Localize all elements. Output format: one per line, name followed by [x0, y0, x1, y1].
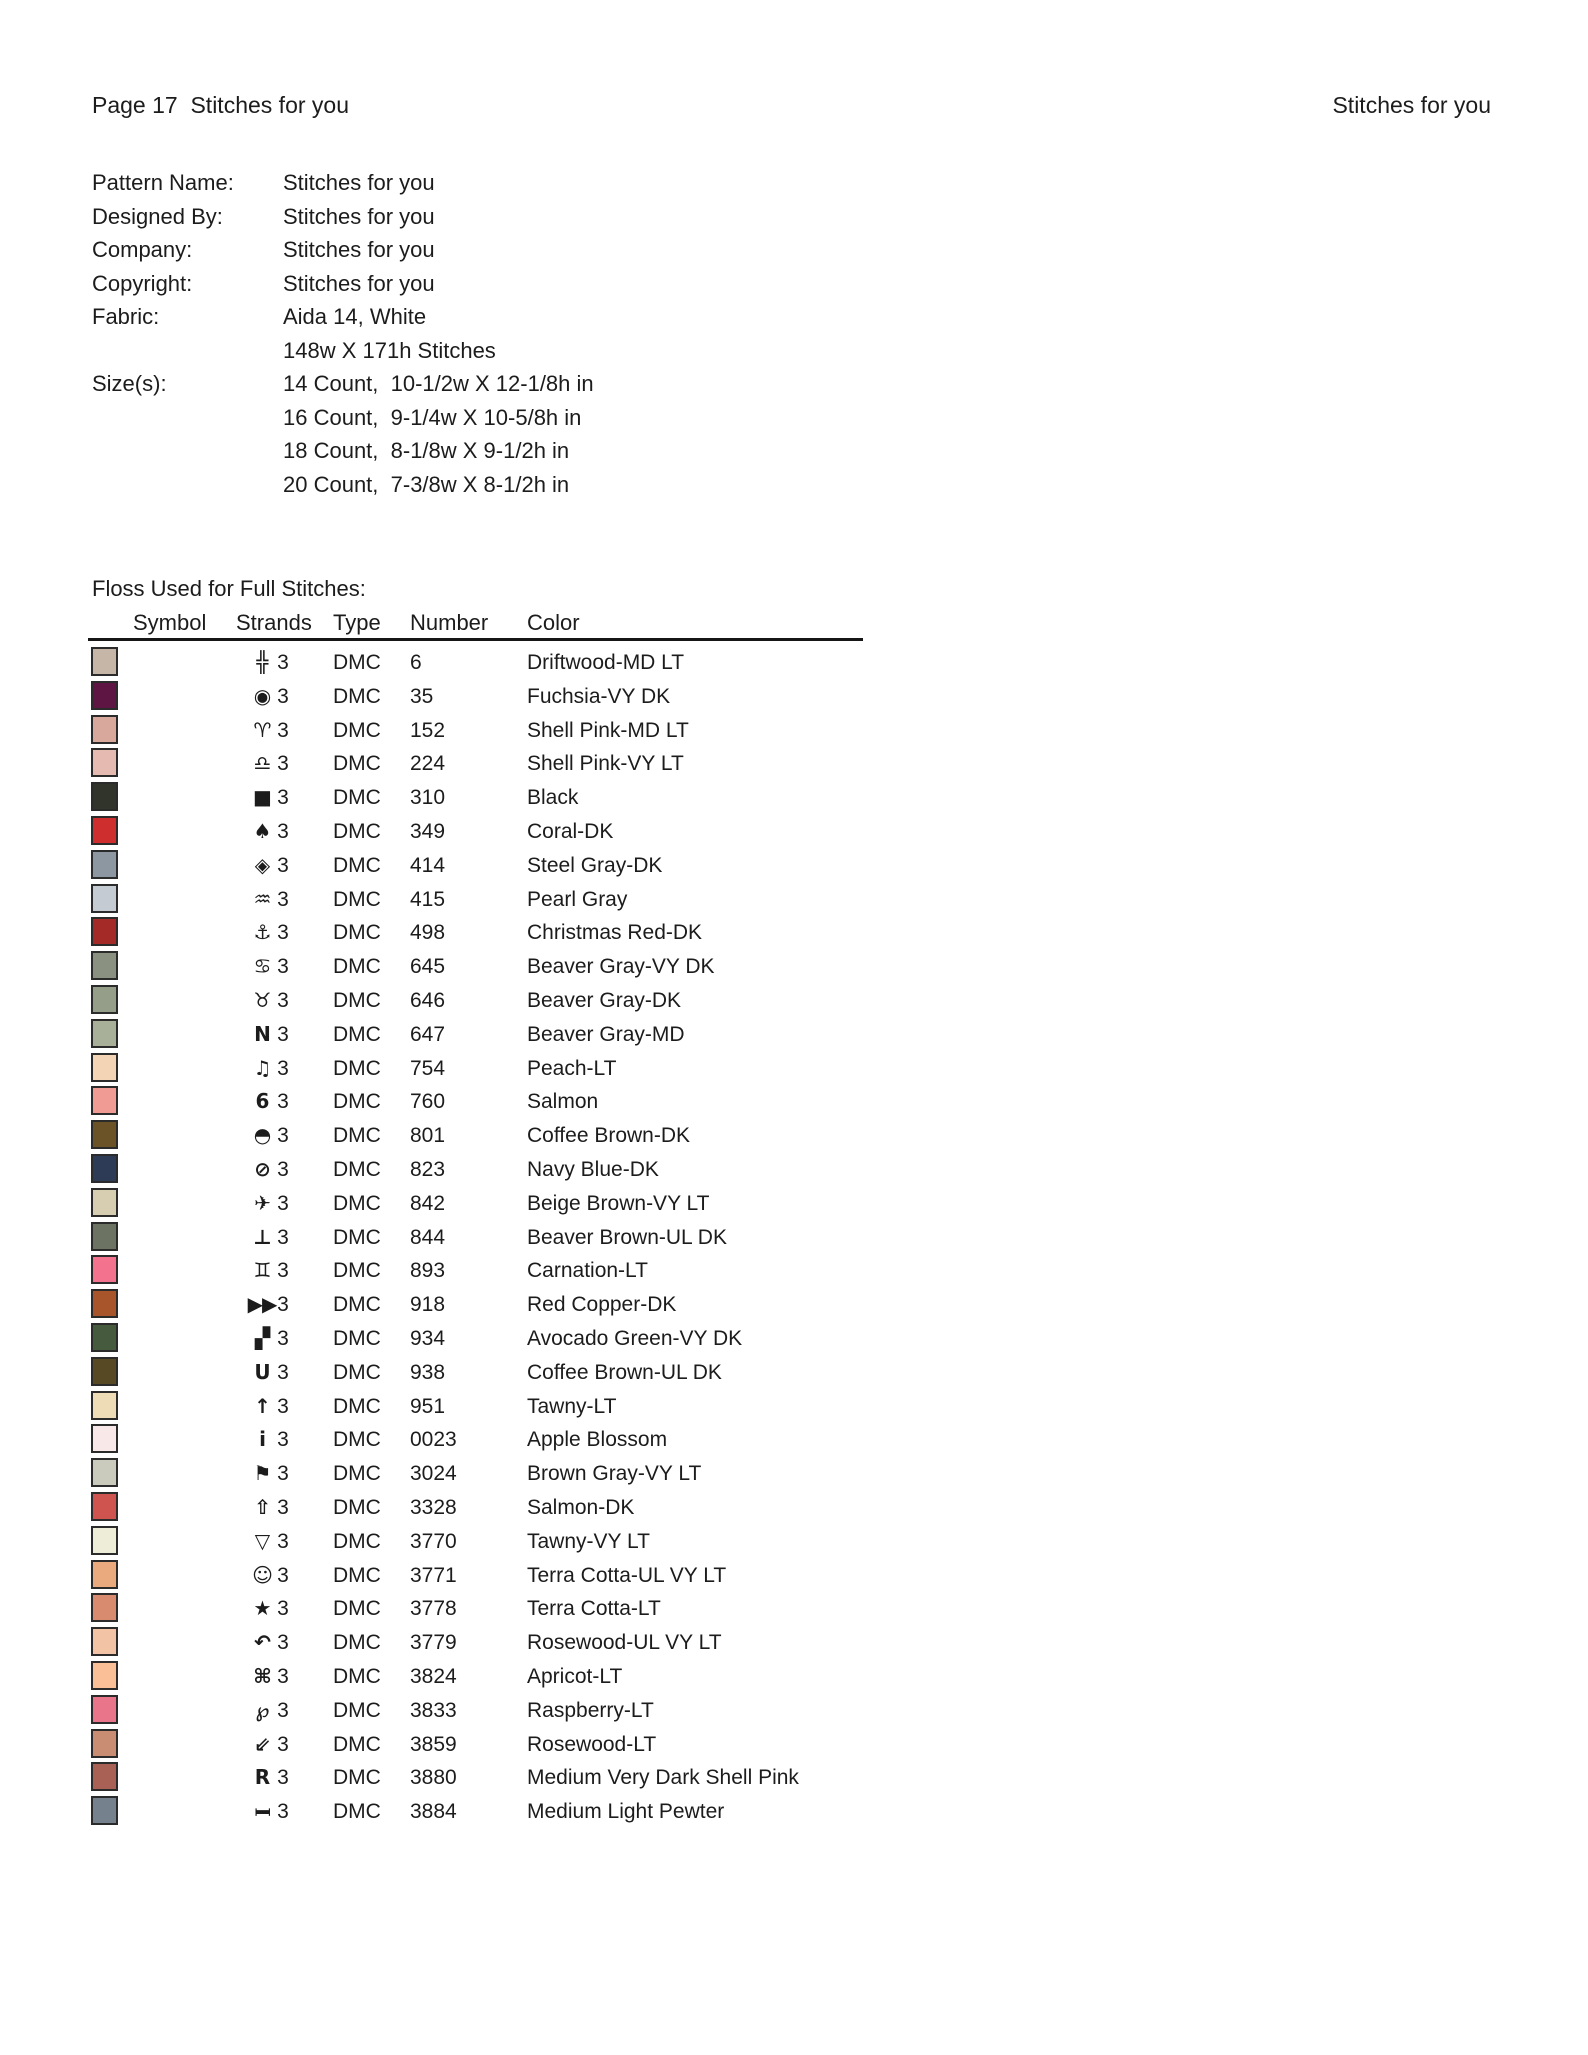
- floss-color-name: Apple Blossom: [527, 1428, 668, 1452]
- floss-type: DMC: [333, 1428, 381, 1452]
- floss-color-name: Avocado Green-VY DK: [527, 1326, 743, 1350]
- color-swatch: [91, 748, 118, 777]
- floss-type: DMC: [333, 1360, 381, 1384]
- floss-number: 3024: [410, 1462, 457, 1486]
- floss-row: [88, 748, 888, 782]
- color-swatch: [91, 1357, 118, 1386]
- floss-type: DMC: [333, 1698, 381, 1722]
- info-row: [92, 204, 594, 238]
- info-row: [92, 304, 594, 338]
- floss-color-name: Salmon-DK: [527, 1495, 635, 1519]
- header-divider: [88, 638, 863, 641]
- floss-color-name: Tawny-LT: [527, 1394, 617, 1418]
- floss-color-name: Coral-DK: [527, 819, 614, 843]
- floss-row: [88, 1323, 888, 1357]
- color-swatch: [91, 1695, 118, 1724]
- stitch-symbol-icon: ▞: [254, 1325, 270, 1350]
- color-swatch: [91, 985, 118, 1014]
- floss-color-name: Driftwood-MD LT: [527, 651, 685, 674]
- color-swatch: [91, 1120, 118, 1149]
- floss-number: 3824: [410, 1664, 457, 1688]
- strands-value: 3: [277, 1766, 289, 1790]
- floss-color-name: Beaver Gray-MD: [527, 1022, 685, 1046]
- strands-value: 3: [277, 651, 289, 674]
- floss-type: DMC: [333, 988, 381, 1012]
- stitch-symbol-icon: ♉: [253, 987, 271, 1012]
- floss-row: [88, 1526, 888, 1560]
- info-value: Stitches for you: [283, 203, 435, 229]
- floss-number: 3779: [410, 1631, 457, 1655]
- floss-color-name: Beaver Gray-DK: [527, 988, 682, 1012]
- strands-value: 3: [277, 853, 289, 877]
- strands-value: 3: [277, 1056, 289, 1080]
- stitch-symbol-icon: ⚑: [253, 1461, 271, 1486]
- floss-number: 3771: [410, 1563, 457, 1587]
- floss-number: 414: [410, 853, 446, 877]
- color-swatch: [91, 782, 118, 811]
- floss-row: [88, 1289, 888, 1323]
- stitch-symbol-icon: ⇧: [254, 1494, 270, 1519]
- floss-number: 3328: [410, 1495, 457, 1519]
- floss-color-name: Beige Brown-VY LT: [527, 1191, 710, 1215]
- color-swatch: [91, 1019, 118, 1048]
- floss-color-name: Black: [527, 786, 579, 810]
- floss-row: [88, 1593, 888, 1627]
- strands-value: 3: [277, 1597, 289, 1621]
- info-row: [92, 237, 594, 271]
- floss-number: 760: [410, 1090, 446, 1114]
- strands-value: 3: [277, 1428, 289, 1452]
- floss-type: DMC: [333, 1766, 381, 1790]
- floss-color-name: Terra Cotta-UL VY LT: [527, 1563, 727, 1587]
- floss-color-name: Raspberry-LT: [527, 1698, 654, 1722]
- floss-number: 3778: [410, 1597, 457, 1621]
- floss-type: DMC: [333, 1090, 381, 1114]
- stitch-symbol-icon: ✈: [254, 1190, 270, 1215]
- floss-row: [88, 1086, 888, 1120]
- floss-row: [88, 1120, 888, 1154]
- floss-number: 498: [410, 921, 446, 945]
- floss-row: [88, 647, 888, 681]
- stitch-symbol-icon: ⇙: [254, 1731, 270, 1756]
- strands-value: 3: [277, 1022, 289, 1046]
- floss-type: DMC: [333, 887, 381, 911]
- floss-row: [88, 1053, 888, 1087]
- stitch-symbol-icon: I: [250, 1807, 275, 1816]
- floss-color-name: Rosewood-UL VY LT: [527, 1631, 722, 1655]
- floss-row: [88, 1222, 888, 1256]
- strands-value: 3: [277, 988, 289, 1012]
- page-header-right: Stitches for you: [1332, 92, 1491, 118]
- column-header-symbol: Symbol: [133, 610, 207, 635]
- floss-type: DMC: [333, 718, 381, 742]
- color-swatch: [91, 715, 118, 744]
- strands-value: 3: [277, 1157, 289, 1181]
- strands-value: 3: [277, 752, 289, 776]
- stitch-symbol-icon: ♈: [253, 717, 271, 742]
- floss-number: 801: [410, 1124, 446, 1148]
- color-swatch: [91, 681, 118, 710]
- info-label: Pattern Name:: [92, 170, 234, 195]
- floss-type: DMC: [333, 1631, 381, 1655]
- page-header-left: Page 17 Stitches for you: [92, 92, 349, 118]
- floss-type: DMC: [333, 651, 381, 674]
- floss-table-section: [88, 576, 888, 1830]
- floss-type: DMC: [333, 1800, 381, 1824]
- pattern-info-block: [92, 170, 594, 505]
- color-swatch: [91, 1560, 118, 1589]
- color-swatch: [91, 1593, 118, 1622]
- floss-type: DMC: [333, 684, 381, 708]
- floss-row: [88, 1762, 888, 1796]
- color-swatch: [91, 1255, 118, 1284]
- strands-value: 3: [277, 1293, 289, 1317]
- info-value: Stitches for you: [283, 237, 435, 262]
- floss-row: [88, 1019, 888, 1053]
- strands-value: 3: [277, 1462, 289, 1486]
- floss-color-name: Peach-LT: [527, 1056, 617, 1080]
- strands-value: 3: [277, 1495, 289, 1519]
- floss-type: DMC: [333, 1563, 381, 1587]
- strands-value: 3: [277, 684, 289, 708]
- floss-number: 35: [410, 684, 434, 708]
- color-swatch: [91, 1526, 118, 1555]
- strands-value: 3: [277, 1259, 289, 1283]
- floss-number: 3859: [410, 1732, 457, 1756]
- floss-number: 3833: [410, 1698, 457, 1722]
- floss-type: DMC: [333, 1529, 381, 1553]
- floss-color-name: Rosewood-LT: [527, 1732, 657, 1756]
- floss-type: DMC: [333, 1732, 381, 1756]
- floss-type: DMC: [333, 1259, 381, 1283]
- floss-color-name: Brown Gray-VY LT: [527, 1462, 702, 1486]
- color-swatch: [91, 917, 118, 946]
- strands-value: 3: [277, 887, 289, 911]
- floss-row: [88, 782, 888, 816]
- floss-row: [88, 681, 888, 715]
- floss-type: DMC: [333, 1495, 381, 1519]
- stitch-symbol-icon: ↶: [254, 1630, 270, 1655]
- floss-type: DMC: [333, 752, 381, 776]
- strands-value: 3: [277, 1800, 289, 1824]
- floss-row: [88, 850, 888, 884]
- floss-number: 645: [410, 955, 446, 979]
- floss-color-name: Red Copper-DK: [527, 1293, 677, 1317]
- floss-color-name: Navy Blue-DK: [527, 1157, 659, 1181]
- floss-row: [88, 1661, 888, 1695]
- strands-value: 3: [277, 1090, 289, 1114]
- strands-value: 3: [277, 1732, 289, 1756]
- floss-number: 893: [410, 1259, 446, 1283]
- color-swatch: [91, 1391, 118, 1420]
- floss-number: 152: [410, 718, 446, 742]
- floss-row: [88, 816, 888, 850]
- floss-row: [88, 1729, 888, 1763]
- floss-number: 951: [410, 1394, 446, 1418]
- floss-type: DMC: [333, 853, 381, 877]
- info-value: 18 Count, 8-1/8w X 9-1/2h in: [283, 438, 570, 463]
- stitch-symbol-icon: ⌘: [253, 1663, 271, 1688]
- floss-type: DMC: [333, 921, 381, 945]
- strands-value: 3: [277, 1664, 289, 1688]
- stitch-symbol-icon: ☺: [252, 1562, 272, 1587]
- color-swatch: [91, 1762, 118, 1791]
- floss-type: DMC: [333, 1394, 381, 1418]
- floss-color-name: Medium Light Pewter: [527, 1800, 725, 1824]
- strands-value: 3: [277, 1631, 289, 1655]
- floss-number: 647: [410, 1022, 446, 1046]
- strands-value: 3: [277, 1698, 289, 1722]
- floss-row: [88, 1154, 888, 1188]
- floss-row: [88, 715, 888, 749]
- info-value: Stitches for you: [283, 270, 435, 296]
- floss-color-name: Medium Very Dark Shell Pink: [527, 1766, 799, 1790]
- floss-type: DMC: [333, 1022, 381, 1046]
- floss-color-name: Beaver Gray-VY DK: [527, 955, 715, 979]
- column-header-number: Number: [410, 610, 489, 635]
- color-swatch: [91, 1729, 118, 1758]
- info-value: 16 Count, 9-1/4w X 10-5/8h in: [283, 404, 582, 430]
- stitch-symbol-icon: ♫: [253, 1055, 271, 1080]
- floss-number: 349: [410, 819, 446, 843]
- floss-color-name: Coffee Brown-UL DK: [527, 1360, 722, 1384]
- floss-row: [88, 985, 888, 1019]
- info-row: [92, 438, 594, 472]
- info-label: Copyright:: [92, 270, 193, 296]
- color-swatch: [91, 1289, 118, 1318]
- floss-number: 754: [410, 1056, 446, 1080]
- floss-row: [88, 1492, 888, 1526]
- color-swatch: [91, 1661, 118, 1690]
- floss-color-name: Carnation-LT: [527, 1259, 648, 1283]
- floss-type: DMC: [333, 1225, 381, 1249]
- color-swatch: [91, 647, 118, 676]
- strands-value: 3: [277, 1191, 289, 1215]
- strands-value: 3: [277, 786, 289, 810]
- color-swatch: [91, 1627, 118, 1656]
- stitch-symbol-icon: 6: [255, 1089, 269, 1114]
- stitch-symbol-icon: U: [254, 1359, 270, 1384]
- floss-number: 823: [410, 1157, 446, 1181]
- floss-number: 310: [410, 786, 446, 810]
- floss-number: 6: [410, 651, 422, 674]
- floss-type: DMC: [333, 1293, 381, 1317]
- floss-row: [88, 917, 888, 951]
- stitch-symbol-icon: ♊: [253, 1258, 271, 1283]
- column-header-strands: Strands: [236, 610, 312, 635]
- floss-row: [88, 951, 888, 985]
- strands-value: 3: [277, 1394, 289, 1418]
- info-row: [92, 338, 594, 372]
- floss-row: [88, 1796, 888, 1830]
- color-swatch: [91, 951, 118, 980]
- floss-number: 934: [410, 1326, 446, 1350]
- floss-table-title: Floss Used for Full Stitches:: [92, 576, 366, 601]
- floss-color-name: Shell Pink-MD LT: [527, 718, 689, 742]
- floss-color-name: Terra Cotta-LT: [527, 1597, 661, 1621]
- info-row: [92, 371, 594, 405]
- stitch-symbol-icon: ♠: [253, 818, 271, 843]
- info-value: Stitches for you: [283, 170, 435, 195]
- color-swatch: [91, 1424, 118, 1453]
- floss-color-name: Fuchsia-VY DK: [527, 684, 671, 708]
- floss-row: [88, 1188, 888, 1222]
- info-value: 20 Count, 7-3/8w X 8-1/2h in: [283, 471, 570, 497]
- floss-number: 938: [410, 1360, 446, 1384]
- strands-value: 3: [277, 1529, 289, 1553]
- stitch-symbol-icon: ↑: [254, 1393, 270, 1418]
- floss-row: [88, 884, 888, 918]
- color-swatch: [91, 1796, 118, 1825]
- info-label: Company:: [92, 237, 193, 262]
- info-label: Fabric:: [92, 304, 160, 329]
- strands-value: 3: [277, 1326, 289, 1350]
- color-swatch: [91, 1458, 118, 1487]
- floss-type: DMC: [333, 1597, 381, 1621]
- info-label: Size(s):: [92, 371, 167, 396]
- floss-row: [88, 1627, 888, 1661]
- floss-color-name: Beaver Brown-UL DK: [527, 1225, 727, 1249]
- floss-color-name: Pearl Gray: [527, 887, 628, 911]
- stitch-symbol-icon: N: [254, 1021, 270, 1046]
- color-swatch: [91, 1053, 118, 1082]
- floss-type: DMC: [333, 1124, 381, 1148]
- stitch-symbol-icon: ♎: [253, 751, 271, 776]
- floss-number: 3770: [410, 1529, 457, 1553]
- strands-value: 3: [277, 1124, 289, 1148]
- floss-color-name: Shell Pink-VY LT: [527, 752, 684, 776]
- stitch-symbol-icon: ℘: [255, 1697, 269, 1722]
- floss-type: DMC: [333, 1056, 381, 1080]
- stitch-symbol-icon: ♒: [253, 886, 271, 911]
- color-swatch: [91, 1154, 118, 1183]
- floss-color-name: Coffee Brown-DK: [527, 1124, 691, 1148]
- info-row: [92, 271, 594, 305]
- stitch-symbol-icon: ★: [253, 1596, 271, 1621]
- color-swatch: [91, 884, 118, 913]
- strands-value: 3: [277, 955, 289, 979]
- floss-type: DMC: [333, 1191, 381, 1215]
- floss-number: 0023: [410, 1428, 457, 1452]
- color-swatch: [91, 1492, 118, 1521]
- floss-type: DMC: [333, 1664, 381, 1688]
- floss-color-name: Tawny-VY LT: [527, 1529, 650, 1553]
- floss-number: 3884: [410, 1800, 457, 1824]
- strands-value: 3: [277, 718, 289, 742]
- info-value: 14 Count, 10-1/2w X 12-1/8h in: [283, 371, 594, 396]
- stitch-symbol-icon: ╬: [256, 650, 268, 674]
- floss-row: [88, 1695, 888, 1729]
- stitch-symbol-icon: ◈: [254, 852, 270, 877]
- floss-row: [88, 1357, 888, 1391]
- color-swatch: [91, 816, 118, 845]
- column-header-color: Color: [527, 610, 580, 635]
- stitch-symbol-icon: ⊘: [254, 1156, 270, 1181]
- floss-row: [88, 1424, 888, 1458]
- floss-type: DMC: [333, 786, 381, 810]
- stitch-symbol-icon: ◓: [253, 1123, 271, 1148]
- floss-row: [88, 1255, 888, 1289]
- stitch-symbol-icon: R: [254, 1765, 270, 1790]
- floss-color-name: Christmas Red-DK: [527, 921, 703, 945]
- info-label: Designed By:: [92, 203, 223, 229]
- floss-color-name: Apricot-LT: [527, 1664, 623, 1688]
- floss-number: 918: [410, 1293, 446, 1317]
- floss-number: 842: [410, 1191, 446, 1215]
- info-row: [92, 170, 594, 204]
- color-swatch: [91, 1188, 118, 1217]
- floss-row: [88, 1391, 888, 1425]
- info-value: Aida 14, White: [283, 304, 427, 329]
- floss-row: [88, 1458, 888, 1492]
- floss-number: 646: [410, 988, 446, 1012]
- strands-value: 3: [277, 921, 289, 945]
- floss-type: DMC: [333, 1326, 381, 1350]
- floss-number: 415: [410, 887, 446, 911]
- info-row: [92, 405, 594, 439]
- column-header-type: Type: [333, 610, 381, 635]
- strands-value: 3: [277, 819, 289, 843]
- strands-value: 3: [277, 1225, 289, 1249]
- color-swatch: [91, 1222, 118, 1251]
- info-row: [92, 472, 594, 506]
- floss-number: 844: [410, 1225, 446, 1249]
- stitch-symbol-icon: ♋: [253, 954, 271, 979]
- color-swatch: [91, 1323, 118, 1352]
- floss-type: DMC: [333, 1462, 381, 1486]
- color-swatch: [91, 850, 118, 879]
- stitch-symbol-icon: i: [259, 1427, 265, 1452]
- strands-value: 3: [277, 1360, 289, 1384]
- floss-number: 224: [410, 752, 446, 776]
- floss-type: DMC: [333, 819, 381, 843]
- floss-color-name: Salmon: [527, 1090, 599, 1114]
- stitch-symbol-icon: ◉: [253, 683, 271, 708]
- floss-type: DMC: [333, 1157, 381, 1181]
- floss-rows: [88, 647, 888, 1830]
- floss-type: DMC: [333, 955, 381, 979]
- stitch-symbol-icon: ⚓: [253, 920, 271, 945]
- floss-row: [88, 1560, 888, 1594]
- color-swatch: [91, 1086, 118, 1115]
- floss-number: 3880: [410, 1766, 457, 1790]
- stitch-symbol-icon: ▶▶: [247, 1292, 277, 1317]
- stitch-symbol-icon: ■: [253, 785, 271, 810]
- floss-color-name: Steel Gray-DK: [527, 853, 663, 877]
- floss-column-headers: [88, 610, 888, 636]
- info-value: 148w X 171h Stitches: [283, 337, 496, 363]
- stitch-symbol-icon: ⊥: [253, 1224, 271, 1249]
- strands-value: 3: [277, 1563, 289, 1587]
- stitch-symbol-icon: ▽: [254, 1528, 270, 1553]
